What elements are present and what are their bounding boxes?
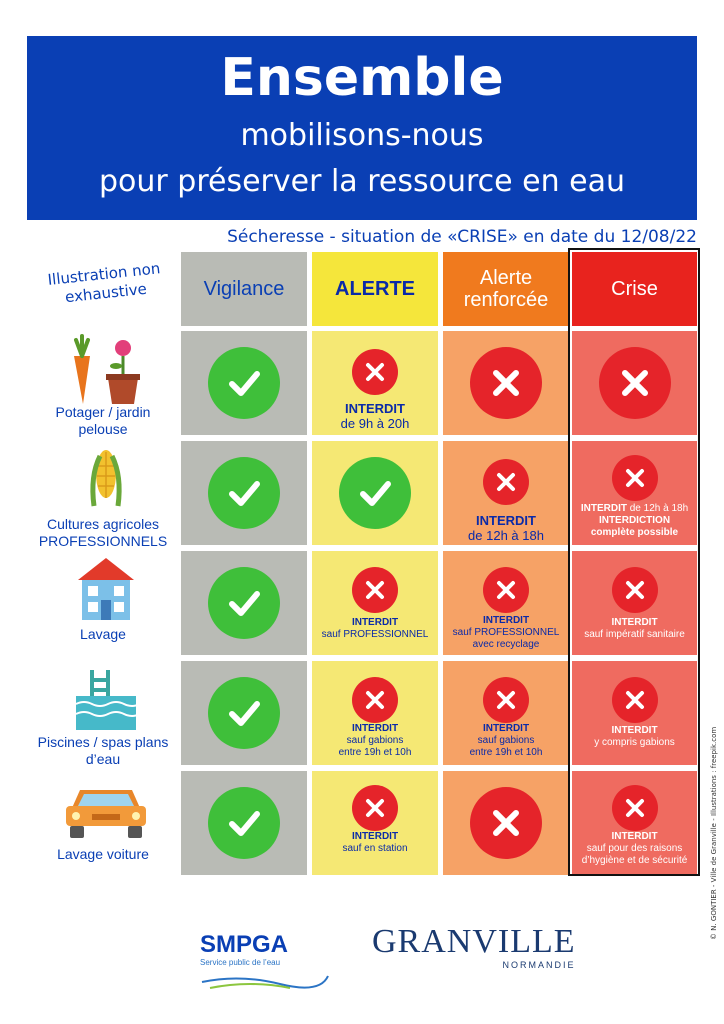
row-label-potager: Potager / jardin pelouse [55, 404, 151, 437]
check-icon [208, 457, 280, 529]
cell-lavage-renforcee [443, 551, 569, 655]
cell-voiture-crise [572, 771, 697, 875]
check-icon [339, 457, 411, 529]
row-label-piscines: Piscines / spas plans d’eau [37, 734, 169, 767]
cross-icon [470, 787, 542, 859]
cell-detail: de 9h à 20h [340, 416, 410, 431]
cell-detail-2: avec recyclage [472, 639, 540, 650]
cell-strong: INTERDIT [345, 401, 405, 416]
smpga-logo [200, 932, 330, 992]
cell-piscines-alerte [312, 661, 438, 765]
header-alerte-renforcee: Alerte renforcée [443, 252, 569, 326]
header-crise: Crise [572, 252, 697, 326]
cell-voiture-vigilance [181, 771, 307, 875]
cell-strong: INTERDIT [611, 831, 658, 842]
cross-icon [483, 567, 529, 613]
cross-icon [599, 347, 671, 419]
cell-detail: sauf en station [342, 843, 408, 854]
cross-icon [470, 347, 542, 419]
cell-strong: INTERDIT [351, 831, 399, 842]
cell-lavage-crise [572, 551, 697, 655]
cell-strong: INTERDIT [476, 513, 536, 528]
cell-strong: INTERDIT [482, 723, 530, 734]
smpga-logo-name: SMPGA [200, 931, 289, 958]
illustration-note: Illustration non exhaustive [46, 259, 162, 307]
granville-logo [372, 922, 576, 970]
cell-detail: sauf pour des raisons [586, 843, 683, 854]
car-icon [62, 784, 150, 840]
cross-icon [612, 677, 658, 723]
cell-strong: INTERDIT [611, 725, 658, 736]
pool-icon [72, 666, 140, 732]
cross-icon [612, 567, 658, 613]
carrot-pot-icon [68, 334, 144, 408]
smpga-logo-tagline: Service public de l’eau [200, 958, 281, 967]
cell-detail-2: entre 19h et 10h [469, 747, 543, 758]
cell-potager-renforcee [443, 331, 569, 435]
row-label-lavage-voiture: Lavage voiture [57, 846, 149, 862]
header-banner [27, 36, 697, 220]
cell-strong-2: INTERDICTION [598, 515, 671, 526]
cell-detail: sauf PROFESSIONNEL [452, 627, 560, 638]
header-alerte: ALERTE [312, 252, 438, 326]
cross-icon [352, 785, 398, 831]
cell-piscines-renforcee [443, 661, 569, 765]
cell-strong: INTERDIT [482, 615, 530, 626]
row-label-cultures: Cultures agricoles PROFESSIONNELS [38, 516, 168, 549]
cell-detail-2: entre 19h et 10h [338, 747, 412, 758]
corn-icon [86, 446, 126, 512]
cross-icon [612, 785, 658, 831]
banner-line-2: mobilisons-nous [240, 118, 484, 153]
check-icon [208, 567, 280, 639]
cell-lavage-alerte [312, 551, 438, 655]
cell-piscines-crise [572, 661, 697, 765]
cell-cultures-renforcee [443, 441, 569, 545]
cell-detail: sauf gabions [346, 735, 404, 746]
cell-strong: INTERDIT [611, 617, 658, 628]
cell-detail: sauf impératif sanitaire [584, 629, 685, 640]
row-label-lavage: Lavage [80, 626, 126, 642]
cell-potager-crise [572, 331, 697, 435]
cell-detail: de 12h à 18h [468, 528, 544, 543]
banner-title: Ensemble [220, 48, 504, 108]
credit-text: © N. GONTIER - Ville de Granville - Illustrations : freepik.com [710, 726, 718, 940]
cell-lavage-vigilance [181, 551, 307, 655]
cell-strong: INTERDIT [351, 723, 399, 734]
cross-icon [352, 677, 398, 723]
cell-voiture-renforcee [443, 771, 569, 875]
cell-cultures-crise [572, 441, 697, 545]
header-vigilance: Vigilance [181, 252, 307, 326]
cell-detail: y compris gabions [594, 737, 675, 748]
granville-logo-region: NORMANDIE [502, 960, 576, 970]
cell-cultures-vigilance [181, 441, 307, 545]
situation-subtitle: Sécheresse - situation de «CRISE» en date du 12/08/22 [227, 227, 697, 247]
cell-voiture-alerte [312, 771, 438, 875]
cell-piscines-vigilance [181, 661, 307, 765]
cell-potager-alerte [312, 331, 438, 435]
cell-detail-2: d’hygiène et de sécurité [581, 855, 688, 866]
cross-icon [483, 677, 529, 723]
cell-detail: de 12h à 18h [629, 503, 689, 514]
granville-logo-name: GRANVILLE [372, 923, 576, 960]
cross-icon [352, 349, 398, 395]
cross-icon [352, 567, 398, 613]
cell-strong: INTERDIT [580, 503, 627, 514]
check-icon [208, 677, 280, 749]
check-icon [208, 787, 280, 859]
cell-potager-vigilance [181, 331, 307, 435]
cell-detail: sauf gabions [477, 735, 535, 746]
cell-detail: sauf PROFESSIONNEL [321, 629, 429, 640]
house-icon [72, 554, 140, 622]
banner-line-3: pour préserver la ressource en eau [99, 164, 625, 199]
cell-cultures-alerte [312, 441, 438, 545]
wave-icon [200, 970, 330, 992]
check-icon [208, 347, 280, 419]
cross-icon [612, 455, 658, 501]
cross-icon [483, 459, 529, 505]
cell-detail-2: complète possible [590, 527, 679, 538]
cell-strong: INTERDIT [351, 617, 399, 628]
